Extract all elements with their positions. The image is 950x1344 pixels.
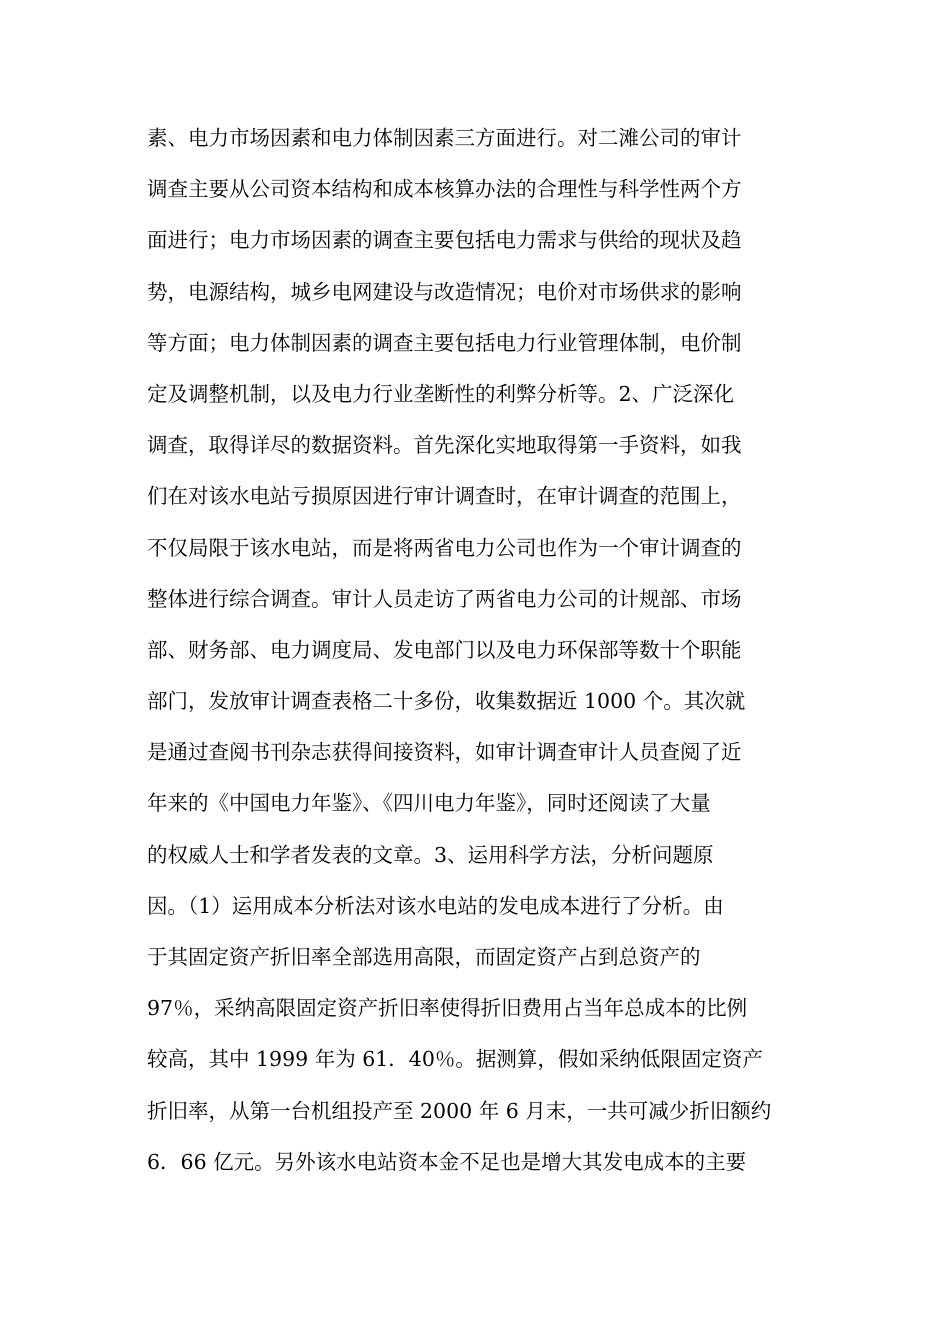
text-line: 97％，采纳高限固定资产折旧率使得折旧费用占当年总成本的比例	[147, 996, 748, 1021]
text-line: 素、电力市场因素和电力体制因素三方面进行。对二滩公司的审计	[147, 126, 742, 150]
text-line: 于其固定资产折旧率全部选用高限，而固定资产占到总资产的	[147, 945, 701, 969]
text-line: 们在对该水电站亏损原因进行审计调查时，在审计调查的范围上，	[147, 484, 742, 509]
text-line: 整体进行综合调查。审计人员走访了两省电力公司的计规部、市场	[147, 586, 742, 611]
text-line: 不仅局限于该水电站，而是将两省电力公司也作为一个审计调查的	[147, 535, 742, 560]
body-paragraph	[147, 113, 827, 1188]
text-line: 势，电源结构，城乡电网建设与改造情况；电价对市场供求的影响	[147, 279, 742, 304]
text-line: 面进行；电力市场因素的调查主要包括电力需求与供给的现状及趋	[147, 228, 742, 253]
text-line: 6．66 亿元。另外该水电站资本金不足也是增大其发电成本的主要	[147, 1149, 747, 1174]
text-line: 较高，其中 1999 年为 61．40％。据测算，假如采纳低限固定资产	[147, 1047, 763, 1072]
text-line: 定及调整机制，以及电力行业垄断性的利弊分析等。2、广泛深化	[147, 381, 735, 406]
text-line: 部、财务部、电力调度局、发电部门以及电力环保部等数十个职能	[147, 637, 742, 662]
text-line: 的权威人士和学者发表的文章。3、运用科学方法，分析问题原	[147, 842, 714, 867]
text-line: 调查，取得详尽的数据资料。首先深化实地取得第一手资料，如我	[147, 433, 742, 458]
text-line: 是通过查阅书刊杂志获得间接资料，如审计调查审计人员查阅了近	[147, 740, 742, 765]
text-line: 调查主要从公司资本结构和成本核算办法的合理性与科学性两个方	[147, 177, 742, 202]
text-line: 年来的《中国电力年鉴》、《四川电力年鉴》，同时还阅读了大量	[147, 791, 711, 816]
text-line: 部门，发放审计调查表格二十多份，收集数据近 1000 个。其次就	[147, 689, 746, 714]
text-line: 折旧率，从第一台机组投产至 2000 年 6 月末，一共可减少折旧额约	[147, 1098, 772, 1123]
text-line: 因。（1）运用成本分析法对该水电站的发电成本进行了分析。由	[147, 893, 724, 918]
text-line: 等方面；电力体制因素的调查主要包括电力行业管理体制，电价制	[147, 330, 742, 355]
